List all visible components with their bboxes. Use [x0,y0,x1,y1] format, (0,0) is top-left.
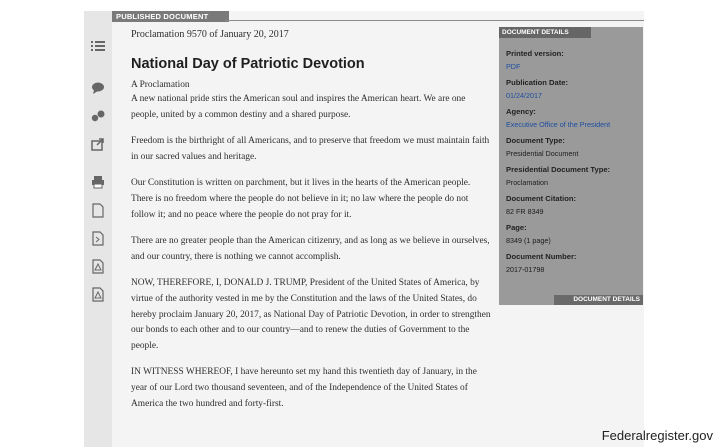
paragraph: NOW, THEREFORE, I, DONALD J. TRUMP, President of the United States of America, by virtue of the authority vested in me by the Constitution and the laws of the United States, do hereby proclaim January 20, 2017, as National Day of Patriotic Devotion, in order to strengthen our bonds to each other and to our country—and to renew the duties of Government to the people. [131,278,491,351]
detail-label: Document Citation: [506,194,577,203]
pdf-alt-icon[interactable] [90,287,106,303]
list-icon[interactable] [90,40,106,56]
detail-label: Document Type: [506,136,565,145]
publication-date-link[interactable]: 01/24/2017 [506,91,542,100]
pdf-link[interactable]: PDF [506,62,521,71]
detail-value: 82 FR 8349 [506,207,544,216]
source-credit: Federalregister.gov [601,428,713,443]
page-title: National Day of Patriotic Devotion [131,56,365,72]
print-icon[interactable] [90,175,106,191]
document-details-panel [499,27,643,305]
comment-icon[interactable] [90,82,106,98]
detail-label: Presidential Document Type: [506,165,611,174]
proclamation-subhead: A Proclamation [131,80,190,90]
detail-page [506,223,638,246]
detail-label: Publication Date: [506,78,569,87]
details-footer-toggle[interactable]: DOCUMENT DETAILS [554,295,643,305]
detail-agency [506,107,638,130]
pdf-document-icon[interactable] [90,231,106,247]
detail-value: Presidential Document [506,149,579,158]
detail-value: Proclamation [506,178,548,187]
detail-label: Agency: [506,107,536,116]
paragraph: Our Constitution is written on parchment, but it lives in the hearts of the American people. There is no freedom where the people do not believe in it; no law where the people do not follow it; and no peace where the people do not pray for it. [131,178,471,220]
document-body [131,28,491,423]
detail-document-citation [506,194,638,217]
left-toolbar [84,11,112,447]
detail-label: Document Number: [506,252,577,261]
paragraph: A new national pride stirs the American soul and inspires the American heart. We are one people, united by a common destiny and a shared purpose. [131,94,466,120]
tab-rule [225,20,644,21]
paragraph: There are no greater people than the American citizenry, and as long as we believe in ourselves, and our country, there is nothing we cannot accomplish. [131,236,490,262]
detail-document-type [506,136,638,159]
export-icon[interactable] [90,137,106,153]
detail-presidential-document-type [506,165,638,188]
share-icon[interactable] [90,109,106,125]
details-header: DOCUMENT DETAILS [499,27,591,38]
paragraph: Freedom is the birthright of all Americans, and to preserve that freedom we must maintain faith in our sacred values and heritage. [131,136,490,162]
document-icon[interactable] [90,203,106,219]
published-document-tab: PUBLISHED DOCUMENT [112,11,229,22]
paragraph: IN WITNESS WHEREOF, I have hereunto set my hand this twentieth day of January, in the year of our Lord two thousand seventeen, and of the Independence of the United States of America the two hundred and forty-first. [131,367,477,409]
detail-value: 2017-01798 [506,265,545,274]
pdf-icon[interactable] [90,259,106,275]
detail-publication-date [506,78,638,101]
agency-link[interactable]: Executive Office of the President [506,120,611,129]
detail-document-number [506,252,638,275]
proclamation-number: Proclamation 9570 of January 20, 2017 [131,29,289,40]
detail-value: 8349 (1 page) [506,236,551,245]
detail-label: Page: [506,223,527,232]
detail-printed-version [506,49,638,72]
detail-label: Printed version: [506,49,564,58]
